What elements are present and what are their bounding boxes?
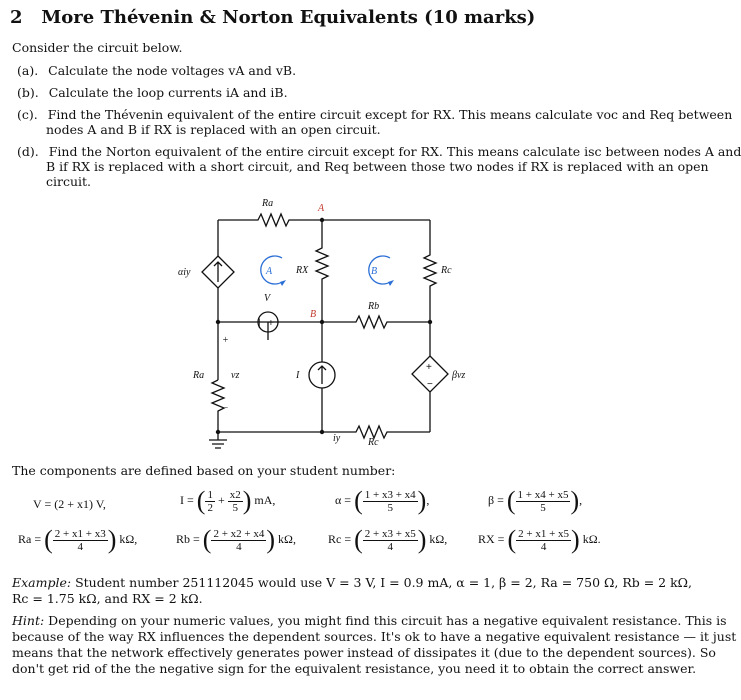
loop-a-arrowhead-icon [280,280,286,286]
formula-rx-lhs: RX = [478,531,505,546]
i-frac2-num: x2 [229,488,241,501]
section-number: 2 [10,7,23,28]
label-plus-left: + [222,335,229,346]
part-c-label: (c). [17,107,38,122]
paren-open-icon: ( [506,486,516,515]
paren-close-icon: ) [417,486,427,515]
part-c [17,107,732,122]
formula-alpha: α = ( $\frac{1 + x3 + x4}{5}$ ), [335,486,430,515]
label-beta-vz: βvz [452,370,466,381]
example-label: Example: [12,575,72,590]
rb-den: 4 [236,540,242,553]
alpha-den: 5 [387,501,393,514]
paren-close-icon: ) [266,525,276,554]
node-dot-right [428,320,432,324]
label-minus-left: − [222,403,229,414]
paren-close-icon: ) [107,525,117,554]
label-i: I [296,370,300,381]
example-line2: Rc = 1.75 kΩ, and RX = 2 kΩ. [12,591,203,606]
formula-i: I = ( $\frac{1}{2}$ + $\frac{x2}{5}$ ) mA, [180,486,276,515]
i-frac1-den: 2 [207,501,213,514]
formula-rx [478,525,601,555]
i-frac1-num: 1 [207,488,213,501]
node-dot-bottom [320,430,324,434]
part-b [17,85,288,100]
beta-minus-glyph: − [427,379,433,390]
i-arrow-icon [318,366,326,384]
part-a [17,63,296,78]
label-rc-bottom: Rc [368,437,379,448]
hint-line2: because of the way RX influences the dependent sources. It's ok to have a negative equivalent resistance — it just [12,629,737,644]
rc-num: 2 + x3 + x5 [364,527,416,540]
circuit-diagram [0,190,655,455]
beta-num: 1 + x4 + x5 [517,488,569,501]
rx-num: 2 + x1 + x5 [518,527,570,540]
formula-rx-unit: kΩ. [582,531,601,546]
part-b-label: (b). [17,85,39,100]
paren-open-icon: ( [354,525,363,554]
section-heading [10,7,535,28]
rb-num: 2 + x2 + x4 [213,527,265,540]
label-node-a: A [318,203,325,214]
part-c-line1: Find the Thévenin equivalent of the entire circuit except for RX. This means calculate voc and Req between [47,107,733,122]
components-intro: The components are defined based on your student number: [12,463,396,478]
paren-close-icon: ) [242,486,252,515]
rx-den: 4 [540,540,547,553]
formula-rc [328,525,447,555]
formula-i-lhs: I = [180,492,194,507]
formula-rb [176,525,296,555]
paren-open-icon: ( [44,525,53,554]
rx-resistor [316,220,328,322]
loop-b-arrowhead-icon [388,280,394,286]
formula-rb-unit: kΩ, [278,531,296,546]
part-b-text: Calculate the loop currents iA and iB. [48,85,288,100]
node-dot-left [216,320,220,324]
paren-close-icon: ) [570,486,580,515]
part-d-line3: circuit. [46,174,92,189]
paren-open-icon: ( [354,486,363,515]
part-d-label: (d). [17,144,39,159]
part-a-text: Calculate the node voltages vA and vB. [48,63,297,78]
label-rb: Rb [368,301,380,312]
label-ra-left: Ra [193,370,205,381]
formula-beta-lhs: β = [488,492,504,507]
paren-open-icon: ( [507,525,517,554]
formula-v: V = (2 + x1) V, [33,497,106,511]
label-loop-a: A [266,266,273,277]
label-vz: vz [231,370,240,381]
paren-close-icon: ) [571,525,580,554]
label-rc-right: Rc [441,265,452,276]
hint-line3: means that the network effectively generates power instead of dissipates it (due to the dependent sources). So [12,645,716,660]
label-iy: iy [333,433,341,444]
alpha-arrow-icon [214,262,222,282]
i-frac2-den: 5 [232,501,238,514]
beta-den: 5 [540,501,546,514]
formula-rc-unit: kΩ, [429,531,448,546]
hint-line1 [12,613,727,628]
hint-line4: don't get rid of the the negative sign for the equivalent resistance, you need it to obtain the correct answer. [12,661,697,676]
beta-plus-glyph: + [426,362,432,373]
v-source-minus-glyph: | [258,318,261,329]
ra-num: 2 + x1 + x3 [54,527,106,540]
formula-ra-lhs: Ra = [18,531,42,546]
v-source-plus-glyph: + [268,318,274,329]
ra-den: 4 [77,540,83,553]
rc-den: 4 [387,540,393,553]
node-b-dot [320,320,324,324]
formula-ra-unit: kΩ, [119,531,138,546]
label-loop-b: B [371,266,378,277]
paren-open-icon: ( [196,486,206,515]
paren-open-icon: ( [202,525,212,554]
formula-rc-lhs: Rc = [328,531,352,546]
label-v: V [264,293,271,304]
part-d-line1: Find the Norton equivalent of the entire circuit except for RX. This means calculate isc between nodes A and [48,144,741,159]
formula-i-unit: mA, [254,492,276,507]
section-title: More Thévenin & Norton Equivalents (10 marks) [41,7,536,28]
formula-ra [18,525,137,555]
intro-text: Consider the circuit below. [12,40,183,55]
node-a-dot [320,218,324,222]
part-d [17,144,741,159]
part-a-label: (a). [17,63,39,78]
hint-label: Hint: [12,613,45,628]
paren-close-icon: ) [417,525,427,554]
part-d-line2: B if RX is replaced with a short circuit, and Req between those two nodes if RX is replaced with an open [46,159,709,174]
formula-alpha-lhs: α = [335,492,352,507]
label-alpha-iy: αiy [178,267,191,278]
label-ra-top: Ra [262,198,274,209]
example-line1 [12,575,692,590]
hint-text1: Depending on your numeric values, you might find this circuit has a negative equivalent resistance. This is [48,613,727,628]
ground-symbol [209,432,227,448]
formula-beta: β = ( $\frac{1 + x4 + x5}{5}$ ), [488,486,583,515]
example-text1: Student number 251112045 would use V = 3 V, I = 0.9 mA, α = 1, β = 2, Ra = 750 Ω, Rb = 2 kΩ, [75,575,692,590]
node-dot-ground [216,430,220,434]
rc-right-resistor [424,220,436,322]
part-c-line2: nodes A and B if RX is replaced with an open circuit. [46,122,381,137]
formula-rb-lhs: Rb = [176,531,200,546]
label-node-b: B [310,309,317,320]
alpha-num: 1 + x3 + x4 [364,488,416,501]
label-rx: RX [296,265,309,276]
